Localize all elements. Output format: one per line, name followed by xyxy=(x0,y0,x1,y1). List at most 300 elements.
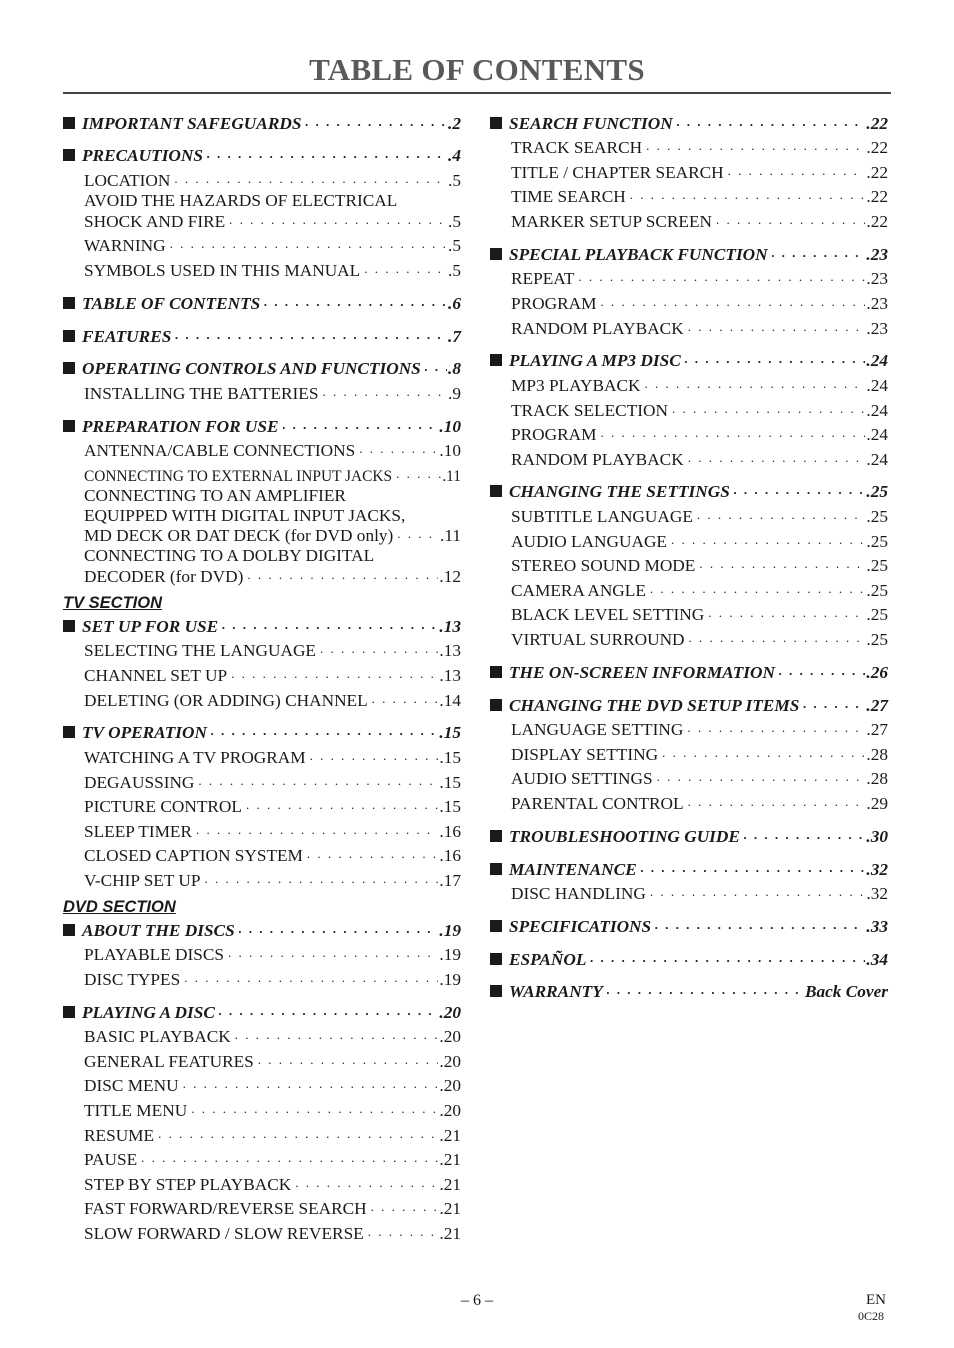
dot-leader xyxy=(174,172,447,185)
toc-entry-page: .15 xyxy=(439,723,461,743)
dot-leader xyxy=(687,721,865,734)
bullet-square-icon xyxy=(490,953,502,965)
toc-subentry-title: FAST FORWARD/REVERSE SEARCH xyxy=(84,1199,367,1219)
dot-leader xyxy=(264,295,447,308)
toc-subentry-page: .29 xyxy=(866,793,888,813)
toc-entry[interactable] xyxy=(63,142,461,167)
toc-subentry-title: WATCHING A TV PROGRAM xyxy=(84,748,306,767)
toc-subentry-page: .16 xyxy=(439,846,461,866)
toc-entry-page: .30 xyxy=(866,826,888,846)
toc-subentry-page: .25 xyxy=(866,605,888,625)
dot-leader xyxy=(425,360,447,373)
bullet-square-icon xyxy=(490,863,502,875)
toc-subentry[interactable] xyxy=(490,552,888,577)
dot-leader xyxy=(322,385,447,398)
toc-subentry[interactable] xyxy=(63,1219,461,1244)
toc-subentry-page: .20 xyxy=(439,1100,461,1120)
bullet-square-icon xyxy=(63,297,75,309)
toc-subentry[interactable] xyxy=(63,232,461,257)
toc-entry[interactable] xyxy=(63,355,461,380)
toc-subentry[interactable] xyxy=(63,793,461,818)
page-title: TABLE OF CONTENTS xyxy=(309,52,645,87)
bullet-square-icon xyxy=(490,248,502,260)
toc-subentry[interactable] xyxy=(490,158,888,183)
toc-subentry[interactable] xyxy=(490,502,888,527)
toc-subentry-page: .20 xyxy=(439,1051,461,1071)
toc-subentry[interactable] xyxy=(63,842,461,867)
toc-subentry-title: PARENTAL CONTROL xyxy=(511,793,684,813)
toc-subentry-title: DELETING (OR ADDING) CHANNEL xyxy=(84,690,368,710)
language-code: EN xyxy=(866,1292,886,1308)
toc-subentry-page: .23 xyxy=(866,318,888,338)
toc-subentry[interactable] xyxy=(63,525,461,546)
toc-subentry[interactable] xyxy=(63,1047,461,1072)
toc-subentry[interactable] xyxy=(63,256,461,281)
dot-leader xyxy=(364,262,447,275)
toc-entry-page: .6 xyxy=(448,293,461,313)
toc-subentry-title: CHANNEL SET UP xyxy=(84,666,228,686)
toc-subentry-page: .9 xyxy=(448,383,461,403)
toc-subentry[interactable] xyxy=(63,379,461,404)
toc-entry[interactable] xyxy=(490,912,888,937)
toc-subentry[interactable] xyxy=(490,716,888,741)
bullet-square-icon xyxy=(490,354,502,366)
toc-entry[interactable] xyxy=(490,978,888,1003)
toc-entry-title: CHANGING THE SETTINGS xyxy=(509,482,730,502)
dot-leader xyxy=(396,467,441,480)
toc-subentry[interactable] xyxy=(63,686,461,711)
toc-subentry-title: DECODER (for DVD) xyxy=(84,567,244,587)
toc-subentry-title: DEGAUSSING xyxy=(84,772,195,792)
toc-subentry-page: .20 xyxy=(439,1076,461,1096)
dot-leader xyxy=(239,922,439,935)
toc-subentry[interactable] xyxy=(63,637,461,662)
toc-subentry-page: .24 xyxy=(866,375,888,395)
bullet-square-icon xyxy=(490,485,502,497)
toc-subentry[interactable] xyxy=(490,265,888,290)
toc-subentry-page: .15 xyxy=(439,797,461,817)
toc-entry[interactable] xyxy=(490,855,888,880)
dot-leader xyxy=(141,1151,438,1164)
toc-subentry-page: .32 xyxy=(866,884,888,904)
toc-subentry-line: CONNECTING TO A DOLBY DIGITAL xyxy=(84,546,375,566)
toc-subentry[interactable] xyxy=(63,743,461,768)
toc-subentry-title: TRACK SELECTION xyxy=(511,400,668,420)
toc-entry-title: WARRANTY xyxy=(509,982,603,1002)
toc-entry-page: .2 xyxy=(448,113,461,133)
toc-subentry[interactable] xyxy=(63,661,461,686)
section-label: DVD SECTION xyxy=(63,897,176,916)
toc-subentry-title: MARKER SETUP SCREEN xyxy=(511,211,713,231)
toc-subentry[interactable] xyxy=(490,527,888,552)
toc-subentry-title: SUBTITLE LANGUAGE xyxy=(511,507,693,527)
toc-subentry-title: SYMBOLS USED IN THIS MANUAL xyxy=(84,260,361,280)
dot-leader xyxy=(247,568,438,581)
toc-subentry-title: AUDIO SETTINGS xyxy=(511,769,653,789)
bullet-square-icon xyxy=(490,830,502,842)
toc-subentry-page: .5 xyxy=(448,170,461,190)
toc-subentry-title: DISC TYPES xyxy=(84,969,181,989)
toc-entry-page: .32 xyxy=(866,859,888,879)
toc-subentry-title: DISPLAY SETTING xyxy=(511,744,659,764)
toc-subentry-page: .15 xyxy=(439,772,461,792)
toc-subentry[interactable] xyxy=(490,880,888,905)
toc-subentry[interactable] xyxy=(490,421,888,446)
toc-entry-page: .26 xyxy=(866,662,888,682)
bullet-square-icon xyxy=(63,330,75,342)
dot-leader xyxy=(205,872,439,885)
toc-entry[interactable] xyxy=(490,478,888,503)
toc-subentry[interactable] xyxy=(490,207,888,232)
toc-subentry-page: .21 xyxy=(439,1199,461,1219)
toc-subentry-page: .25 xyxy=(866,580,888,600)
bullet-square-icon xyxy=(63,726,75,738)
dot-leader xyxy=(600,426,865,439)
dot-leader xyxy=(708,606,865,619)
toc-entry[interactable] xyxy=(490,691,888,716)
toc-subentry-page: .21 xyxy=(439,1125,461,1145)
toc-subentry-page: .27 xyxy=(866,720,888,740)
dot-leader xyxy=(688,451,866,464)
toc-entry[interactable] xyxy=(63,109,461,134)
toc-subentry-line: AVOID THE HAZARDS OF ELECTRICAL xyxy=(84,190,398,210)
dot-leader xyxy=(219,1004,439,1017)
document-code: 0C28 xyxy=(858,1309,885,1323)
dot-leader xyxy=(688,795,866,808)
dot-leader xyxy=(688,320,866,333)
toc-entry-title: SPECIAL PLAYBACK FUNCTION xyxy=(509,244,768,264)
dot-leader xyxy=(630,188,866,201)
dot-leader xyxy=(305,115,447,128)
toc-subentry-title: LANGUAGE SETTING xyxy=(511,720,684,740)
toc-subentry-title: AUDIO LANGUAGE xyxy=(511,531,667,551)
dot-leader xyxy=(716,213,865,226)
dot-leader xyxy=(772,246,866,259)
dot-leader xyxy=(699,557,865,570)
toc-entry[interactable] xyxy=(63,916,461,941)
toc-entry[interactable] xyxy=(63,412,461,437)
bullet-square-icon xyxy=(63,924,75,936)
dot-leader xyxy=(368,1225,439,1238)
toc-subentry[interactable] xyxy=(490,576,888,601)
toc-subentry[interactable] xyxy=(63,1023,461,1048)
toc-subentry-title: SLEEP TIMER xyxy=(84,821,193,841)
toc-entry-page: .22 xyxy=(866,113,888,133)
toc-entry-title: ESPAÑOL xyxy=(509,949,587,969)
toc-subentry[interactable] xyxy=(490,371,888,396)
toc-subentry-title: TITLE MENU xyxy=(84,1100,188,1120)
dot-leader xyxy=(397,527,439,540)
bullet-square-icon xyxy=(63,1006,75,1018)
toc-subentry-title: SELECTING THE LANGUAGE xyxy=(84,641,316,661)
toc-subentry[interactable] xyxy=(490,765,888,790)
toc-subentry-line: EQUIPPED WITH DIGITAL INPUT JACKS, xyxy=(84,505,406,525)
toc-subentry[interactable] xyxy=(63,166,461,191)
toc-subentry-page: .23 xyxy=(866,269,888,289)
dot-leader xyxy=(657,770,866,783)
dot-leader xyxy=(320,642,438,655)
toc-subentry-title: INSTALLING THE BATTERIES xyxy=(84,383,319,403)
dot-leader xyxy=(662,746,865,759)
toc-right-column xyxy=(490,109,888,1002)
toc-subentry-title: ANTENNA/CABLE CONNECTIONS xyxy=(84,441,356,461)
toc-subentry-page: .15 xyxy=(439,748,461,767)
toc-subentry-title: TIME SEARCH xyxy=(511,187,626,207)
toc-subentry-title: MD DECK OR DAT DECK (for DVD only) xyxy=(84,526,394,546)
toc-subentry[interactable] xyxy=(63,1072,461,1097)
toc-subentry-title: BLACK LEVEL SETTING xyxy=(511,605,705,625)
toc-subentry[interactable] xyxy=(63,1170,461,1195)
dot-leader xyxy=(689,631,866,644)
toc-entry-page: .20 xyxy=(439,1002,461,1022)
toc-subentry-page: .22 xyxy=(866,138,888,158)
toc-entry-title: PLAYING A DISC xyxy=(82,1002,215,1022)
toc-subentry[interactable] xyxy=(490,183,888,208)
toc-subentry-title: GENERAL FEATURES xyxy=(84,1051,254,1071)
toc-subentry-page: .21 xyxy=(439,1223,461,1243)
dot-leader xyxy=(671,533,865,546)
toc-subentry-title: VIRTUAL SURROUND xyxy=(511,630,685,650)
dot-leader xyxy=(198,774,438,787)
toc-subentry-page: .14 xyxy=(439,690,461,710)
bullet-square-icon xyxy=(63,362,75,374)
toc-subentry[interactable] xyxy=(490,445,888,470)
toc-subentry-page: .24 xyxy=(866,400,888,420)
toc-entry-title: ABOUT THE DISCS xyxy=(82,920,235,940)
toc-subentry-page: .22 xyxy=(866,187,888,207)
toc-subentry[interactable] xyxy=(490,134,888,159)
toc-entry[interactable] xyxy=(63,289,461,314)
toc-entry[interactable] xyxy=(490,109,888,134)
toc-entry-title: CHANGING THE DVD SETUP ITEMS xyxy=(509,695,800,715)
dot-leader xyxy=(645,377,866,390)
toc-entry[interactable] xyxy=(63,322,461,347)
toc-entry-page: .19 xyxy=(439,920,461,940)
toc-subentry-title: CONNECTING TO EXTERNAL INPUT JACKS xyxy=(84,467,393,485)
toc-entry-title: SET UP FOR USE xyxy=(82,616,219,636)
dot-leader xyxy=(372,692,439,705)
toc-subentry[interactable] xyxy=(63,1121,461,1146)
toc-entry-title: SEARCH FUNCTION xyxy=(509,113,673,133)
bullet-square-icon xyxy=(63,420,75,432)
toc-subentry-page: .20 xyxy=(439,1027,461,1047)
toc-entry-page: .10 xyxy=(439,416,461,436)
dot-leader xyxy=(196,823,438,836)
dot-leader xyxy=(728,164,866,177)
toc-subentry-page: .5 xyxy=(448,211,461,231)
toc-subentry-title: PICTURE CONTROL xyxy=(84,797,242,817)
dot-leader xyxy=(371,1200,439,1213)
toc-entry-title: TABLE OF CONTENTS xyxy=(82,293,261,313)
bullet-square-icon xyxy=(490,985,502,997)
toc-subentry-title: TITLE / CHAPTER SEARCH xyxy=(511,162,724,182)
toc-entry-page: .24 xyxy=(866,351,888,371)
toc-subentry-title: RANDOM PLAYBACK xyxy=(511,318,684,338)
toc-entry-page: .25 xyxy=(866,482,888,502)
toc-subentry[interactable] xyxy=(63,866,461,891)
dot-leader xyxy=(646,139,865,152)
toc-entry[interactable] xyxy=(490,822,888,847)
toc-subentry-page: .12 xyxy=(439,567,461,587)
dot-leader xyxy=(246,798,438,811)
toc-entry-title: PLAYING A MP3 DISC xyxy=(509,351,681,371)
toc-entry[interactable] xyxy=(63,998,461,1023)
dot-leader xyxy=(685,352,866,365)
toc-subentry-page: .16 xyxy=(439,821,461,841)
toc-subentry-page: .5 xyxy=(448,260,461,280)
dot-leader xyxy=(590,951,865,964)
toc-subentry-title: DISC HANDLING xyxy=(511,884,646,904)
toc-subentry[interactable] xyxy=(490,601,888,626)
toc-entry[interactable] xyxy=(63,612,461,637)
toc-subentry-page: .5 xyxy=(448,236,461,256)
toc-subentry-page: .21 xyxy=(439,1174,461,1194)
toc-subentry-title: RANDOM PLAYBACK xyxy=(511,449,684,469)
toc-entry[interactable] xyxy=(490,347,888,372)
toc-subentry-title: REPEAT xyxy=(511,269,575,289)
toc-subentry[interactable] xyxy=(490,740,888,765)
toc-subentry-page: .13 xyxy=(439,666,461,686)
toc-subentry-title: WARNING xyxy=(84,236,166,256)
toc-subentry[interactable] xyxy=(63,566,461,587)
toc-subentry[interactable] xyxy=(490,396,888,421)
toc-entry[interactable] xyxy=(490,240,888,265)
dot-leader xyxy=(359,442,438,455)
toc-subentry-page: .21 xyxy=(439,1150,461,1170)
dot-leader xyxy=(258,1053,439,1066)
toc-subentry-page: .24 xyxy=(866,449,888,469)
toc-subentry-page: .25 xyxy=(866,630,888,650)
toc-subentry-title: RESUME xyxy=(84,1125,155,1145)
toc-subentry[interactable] xyxy=(63,817,461,842)
dot-leader xyxy=(803,697,865,710)
dot-leader xyxy=(641,861,866,874)
toc-subentry[interactable] xyxy=(63,1096,461,1121)
toc-subentry-page: .28 xyxy=(866,769,888,789)
dot-leader xyxy=(650,885,866,898)
toc-subentry-title: BASIC PLAYBACK xyxy=(84,1027,231,1047)
dot-leader xyxy=(170,237,447,250)
dot-leader xyxy=(779,664,865,677)
toc-entry-page: .34 xyxy=(866,949,888,969)
toc-subentry[interactable] xyxy=(490,625,888,650)
toc-entry-title: THE ON-SCREEN INFORMATION xyxy=(509,662,775,682)
toc-subentry-page: .11 xyxy=(442,467,461,485)
dot-leader xyxy=(295,1176,438,1189)
toc-subentry-page: .22 xyxy=(866,211,888,231)
dot-leader xyxy=(283,418,439,431)
toc-subentry-page: .19 xyxy=(439,945,461,965)
toc-entry-title: IMPORTANT SAFEGUARDS xyxy=(82,113,302,133)
dot-leader xyxy=(183,1077,439,1090)
toc-entry-title: PREPARATION FOR USE xyxy=(82,416,279,436)
toc-subentry-page: .23 xyxy=(866,293,888,313)
bullet-square-icon xyxy=(490,666,502,678)
bullet-square-icon xyxy=(490,699,502,711)
toc-entry[interactable] xyxy=(490,658,888,683)
toc-subentry-page: .22 xyxy=(866,162,888,182)
toc-subentry-page: .19 xyxy=(439,969,461,989)
bullet-square-icon xyxy=(490,117,502,129)
toc-subentry-page: .10 xyxy=(439,441,461,461)
toc-entry-title: OPERATING CONTROLS AND FUNCTIONS xyxy=(82,359,421,379)
toc-entry-title: FEATURES xyxy=(82,326,172,346)
toc-subentry[interactable] xyxy=(490,289,888,314)
toc-subentry-page: .11 xyxy=(440,526,461,546)
toc-subentry-title: DISC MENU xyxy=(84,1076,179,1096)
toc-subentry-title: SLOW FORWARD / SLOW REVERSE xyxy=(84,1223,364,1243)
toc-left-column xyxy=(63,109,461,1244)
dot-leader xyxy=(578,270,865,283)
toc-subentry[interactable] xyxy=(63,461,461,486)
page-number: – 6 – xyxy=(461,1292,493,1309)
toc-subentry-page: .13 xyxy=(439,641,461,661)
toc-entry-page: Back Cover xyxy=(804,982,888,1002)
dot-leader xyxy=(307,847,438,860)
toc-subentry-page: .25 xyxy=(866,531,888,551)
dot-leader xyxy=(677,115,866,128)
dot-leader xyxy=(175,328,447,341)
toc-subentry-page: .28 xyxy=(866,744,888,764)
toc-subentry[interactable] xyxy=(63,1195,461,1220)
dot-leader xyxy=(229,213,447,226)
dot-leader xyxy=(158,1127,438,1140)
toc-entry-page: .4 xyxy=(448,146,461,166)
toc-subentry-title: CLOSED CAPTION SYSTEM xyxy=(84,846,303,866)
bullet-square-icon xyxy=(63,620,75,632)
toc-subentry[interactable] xyxy=(490,314,888,339)
toc-subentry-page: .25 xyxy=(866,507,888,527)
dot-leader xyxy=(734,483,866,496)
toc-entry-title: MAINTENANCE xyxy=(509,859,637,879)
toc-entry[interactable] xyxy=(490,945,888,970)
toc-entry-page: .23 xyxy=(866,244,888,264)
toc-entry-title: SPECIFICATIONS xyxy=(509,916,652,936)
toc-subentry[interactable] xyxy=(63,768,461,793)
dot-leader xyxy=(207,147,447,160)
dot-leader xyxy=(222,618,438,631)
dot-leader xyxy=(235,1028,439,1041)
toc-subentry[interactable] xyxy=(63,965,461,990)
dot-leader xyxy=(310,749,439,762)
toc-entry[interactable] xyxy=(63,719,461,744)
toc-subentry-title: CAMERA ANGLE xyxy=(511,580,646,600)
toc-subentry[interactable] xyxy=(63,437,461,462)
toc-subentry-title: STEP BY STEP PLAYBACK xyxy=(84,1174,292,1194)
bullet-square-icon xyxy=(63,117,75,129)
dot-leader xyxy=(600,295,865,308)
toc-subentry-page: .25 xyxy=(866,556,888,576)
toc-subentry-page: .24 xyxy=(866,425,888,445)
toc-subentry-title: V-CHIP SET UP xyxy=(84,870,201,890)
toc-entry-page: .7 xyxy=(448,326,461,346)
toc-subentry-page: .17 xyxy=(439,870,461,890)
dot-leader xyxy=(184,971,438,984)
toc-entry-title: PRECAUTIONS xyxy=(82,146,203,166)
toc-subentry-title: MP3 PLAYBACK xyxy=(511,375,641,395)
section-label: TV SECTION xyxy=(63,594,163,613)
toc-subentry[interactable] xyxy=(63,941,461,966)
toc-entry-page: .8 xyxy=(448,359,461,379)
toc-subentry-title: LOCATION xyxy=(84,170,171,190)
dot-leader xyxy=(191,1102,438,1115)
toc-entry-page: .27 xyxy=(866,695,888,715)
dot-leader xyxy=(655,918,865,931)
toc-subentry[interactable] xyxy=(63,1146,461,1171)
toc-subentry[interactable] xyxy=(490,789,888,814)
toc-subentry[interactable] xyxy=(63,211,461,232)
toc-subentry-title: SHOCK AND FIRE xyxy=(84,211,226,231)
